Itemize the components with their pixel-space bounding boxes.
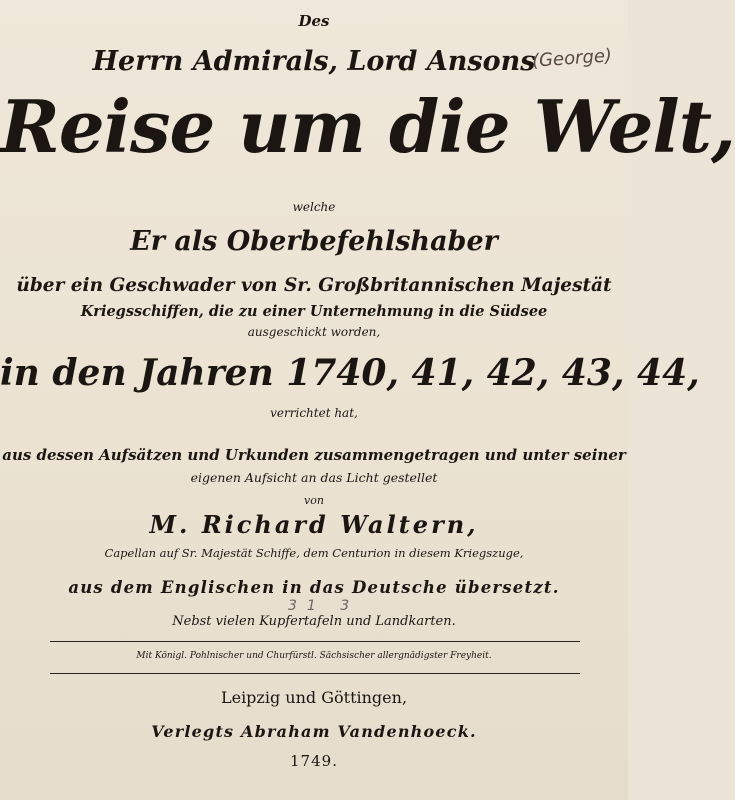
author-line: M. Richard Waltern, [149, 510, 479, 539]
capellan-line: Capellan auf Sr. Majestät Schiffe, dem Centurion in diesem Kriegszuge, [104, 546, 524, 560]
year-line: 1749. [290, 752, 338, 770]
margin-note-george: (George) [531, 45, 613, 72]
admiral-line: Herrn Admirals, Lord Ansons [92, 46, 536, 77]
jahren-line: in den Jahren 1740, 41, 42, 43, 44, [0, 352, 700, 394]
aus-dessen-line: aus dessen Aufsätzen und Urkunden zusammengetragen und unter seiner [2, 446, 626, 464]
main-title: Reise um die Welt, [0, 84, 735, 169]
pencil-numbers: 31 3 [288, 598, 360, 614]
kriegsschiffen-line: Kriegsschiffen, die zu einer Unternehmung in die Südsee [80, 303, 548, 320]
von-line: von [304, 494, 324, 507]
privilege-line: Mit Königl. Pohlnischer und Churfürstl. Sächsischer allergnädigster Freyheit. [136, 651, 492, 661]
eigenen-aufsicht-line: eigenen Aufsicht an das Licht gestellet [190, 470, 438, 485]
welche-line: welche [292, 200, 336, 214]
verrichtet-line: verrichtet hat, [270, 406, 358, 420]
rule-bottom [50, 673, 580, 674]
nebst-line: Nebst vielen Kupfertafeln und Landkarten. [172, 614, 456, 629]
publisher-line: Verlegts Abraham Vandenhoeck. [151, 722, 477, 741]
ausgeschickt-line: ausgeschickt worden, [247, 325, 381, 339]
des-line: Des [298, 12, 330, 30]
place-line: Leipzig und Göttingen, [220, 688, 408, 707]
ueber-geschwader-line: über ein Geschwader von Sr. Großbritannischen Majestät [16, 275, 612, 296]
uebersetzt-line: aus dem Englischen in das Deutsche übersetzt. [68, 578, 560, 597]
er-als-line: Er als Oberbefehlshaber [130, 226, 498, 257]
rule-top [50, 641, 580, 642]
